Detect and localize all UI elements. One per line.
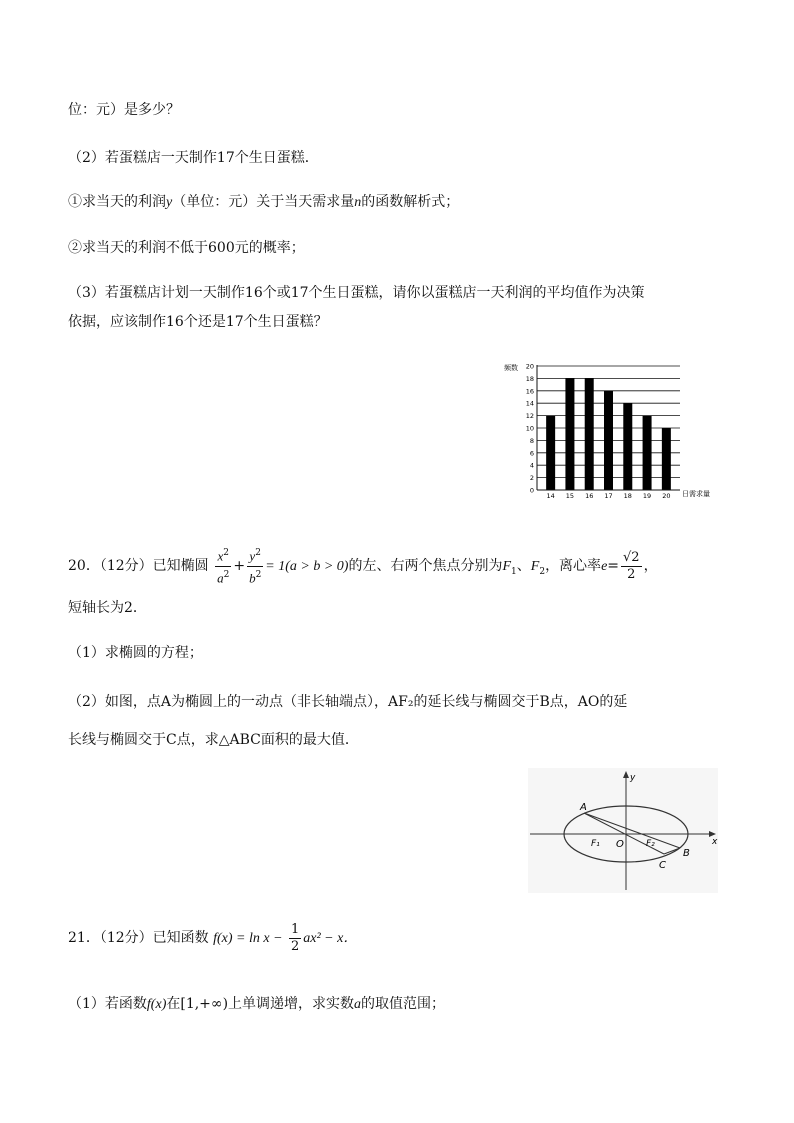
text-line: ②求当天的利润不低于600元的概率； [68,240,305,256]
chart-xtick-label: 17 [604,492,613,500]
fraction-numerator: √2 [623,549,640,565]
chart-xtick-label: 19 [642,492,652,500]
text-segment: 在[1,+∞)上单调递增，求实数 [166,996,355,1012]
fraction-numerator: 1 [290,921,300,937]
q21-title-line [68,918,357,958]
figure-background [528,768,718,893]
q20-line2 [68,598,147,618]
label-f1: F₁ [591,839,600,849]
var-e: e [601,559,608,574]
chart-xtick-label: 16 [585,492,594,500]
text-line: 短轴长为2． [68,600,147,616]
chart-ytick-label: 16 [525,387,534,396]
chart-bar [623,403,632,490]
q20-part2-line2 [68,730,359,750]
q19-part3-line1 [68,283,645,303]
fraction-y2-b2 [247,545,263,587]
fraction-one-half [289,922,301,955]
text-segment: ①求当天的利润 [68,194,166,210]
chart-bar [604,391,613,490]
exponent: 2 [255,569,262,580]
chart-bar [643,416,652,490]
chart-bar [546,416,555,490]
exponent: 2 [223,569,230,580]
text-line: 长线与椭圆交于C点，求△ABC面积的最大值． [68,732,359,748]
label-y: y [630,773,636,783]
subscript: 2 [539,566,546,577]
chart-ytick-label: 10 [525,424,534,433]
function-definition: f(x) = ln x − [213,931,283,946]
demand-frequency-chart [500,360,740,505]
label-a: A [580,802,587,813]
equals-sign: = [607,558,620,574]
text-line: 依据，应该制作16个还是17个生日蛋糕？ [68,314,328,330]
exponent: 2 [223,548,229,559]
equation-rhs: = 1(a > b > 0) [265,559,349,574]
var-b: b [249,569,256,585]
var-a: a [354,997,362,1012]
text-segment: 的函数解析式； [361,194,460,210]
plus-sign: + [233,558,246,574]
var-y: y [166,195,173,210]
fraction-x2-a2 [215,545,231,587]
text-line: （3）若蛋糕店计划一天制作16个或17个生日蛋糕，请你以蛋糕店一天利润的平均值作为决策 [68,285,645,301]
chart-ytick-label: 2 [529,474,534,483]
chart-xtick-label: 20 [662,492,671,500]
q19-sub1 [68,192,459,213]
function-fx: f(x) [146,997,167,1012]
label-f2: F₂ [646,839,655,849]
chart-ytick-label: 18 [525,374,534,383]
q21-part1 [68,994,445,1015]
q19-unit-line [68,100,180,120]
text-line: （2）若蛋糕店一天制作17个生日蛋糕． [68,150,319,166]
text-line: （1）求椭圆的方程； [68,645,203,661]
text-segment: 的取值范围； [361,996,446,1012]
var-a: a [217,569,224,585]
function-definition-rest: ax² − x． [303,931,358,946]
text-segment: （1）若函数 [68,996,147,1012]
var-f1: F [502,559,512,574]
chart-ytick-label: 12 [525,412,534,421]
var-f2: F [530,559,540,574]
label-b: B [683,848,690,859]
subscript: 1 [511,566,517,577]
q20-title-line [68,544,658,588]
q20-part1 [68,643,203,663]
separator: 、 [516,558,531,574]
chart-ytick-label: 20 [525,362,534,371]
chart-xtick-label: 18 [623,492,632,500]
fraction-sqrt2-2 [621,550,642,583]
text-line: 位：元）是多少？ [68,102,180,118]
fraction-denominator: 2 [627,566,636,582]
chart-bar [662,428,671,490]
fraction-denominator: 2 [290,938,300,954]
label-c: C [659,860,666,871]
q19-sub2 [68,238,305,258]
text-segment: 20．（12分）已知椭圆 [68,558,209,574]
text-segment: 的左、右两个焦点分别为 [348,558,503,574]
var-y: y [249,548,256,564]
chart-ylabel: 频数 [504,364,518,372]
var-n: n [354,195,362,210]
text-segment: ，离心率 [545,558,602,574]
chart-xtick-label: 15 [565,492,575,500]
ellipse-figure [528,768,718,893]
chart-ytick-label: 14 [525,399,534,408]
text-segment: 21．（12分）已知函数 [68,930,209,946]
q19-part2 [68,148,319,168]
chart-bar [585,378,594,490]
chart-bar [565,378,574,490]
chart-ytick-label: 0 [529,486,534,495]
text-line: （2）如图，点A为椭圆上的一动点（非长轴端点），AF₂的延长线与椭圆交于B点，AO的延 [68,694,628,710]
var-x: x [217,548,224,564]
q19-part3-line2 [68,312,328,332]
chart-ytick-label: 4 [529,461,534,470]
text-segment: ， [643,558,658,574]
text-segment: （单位：元）关于当天需求量 [172,194,355,210]
exponent: 2 [255,548,261,559]
chart-xtick-label: 14 [546,492,555,500]
label-o: O [616,839,624,850]
chart-ytick-label: 6 [529,449,534,458]
q20-part2-line1 [68,692,627,712]
label-x: x [712,837,718,847]
chart-ytick-label: 8 [529,436,534,445]
chart-xlabel: 日需求量 [682,490,710,498]
